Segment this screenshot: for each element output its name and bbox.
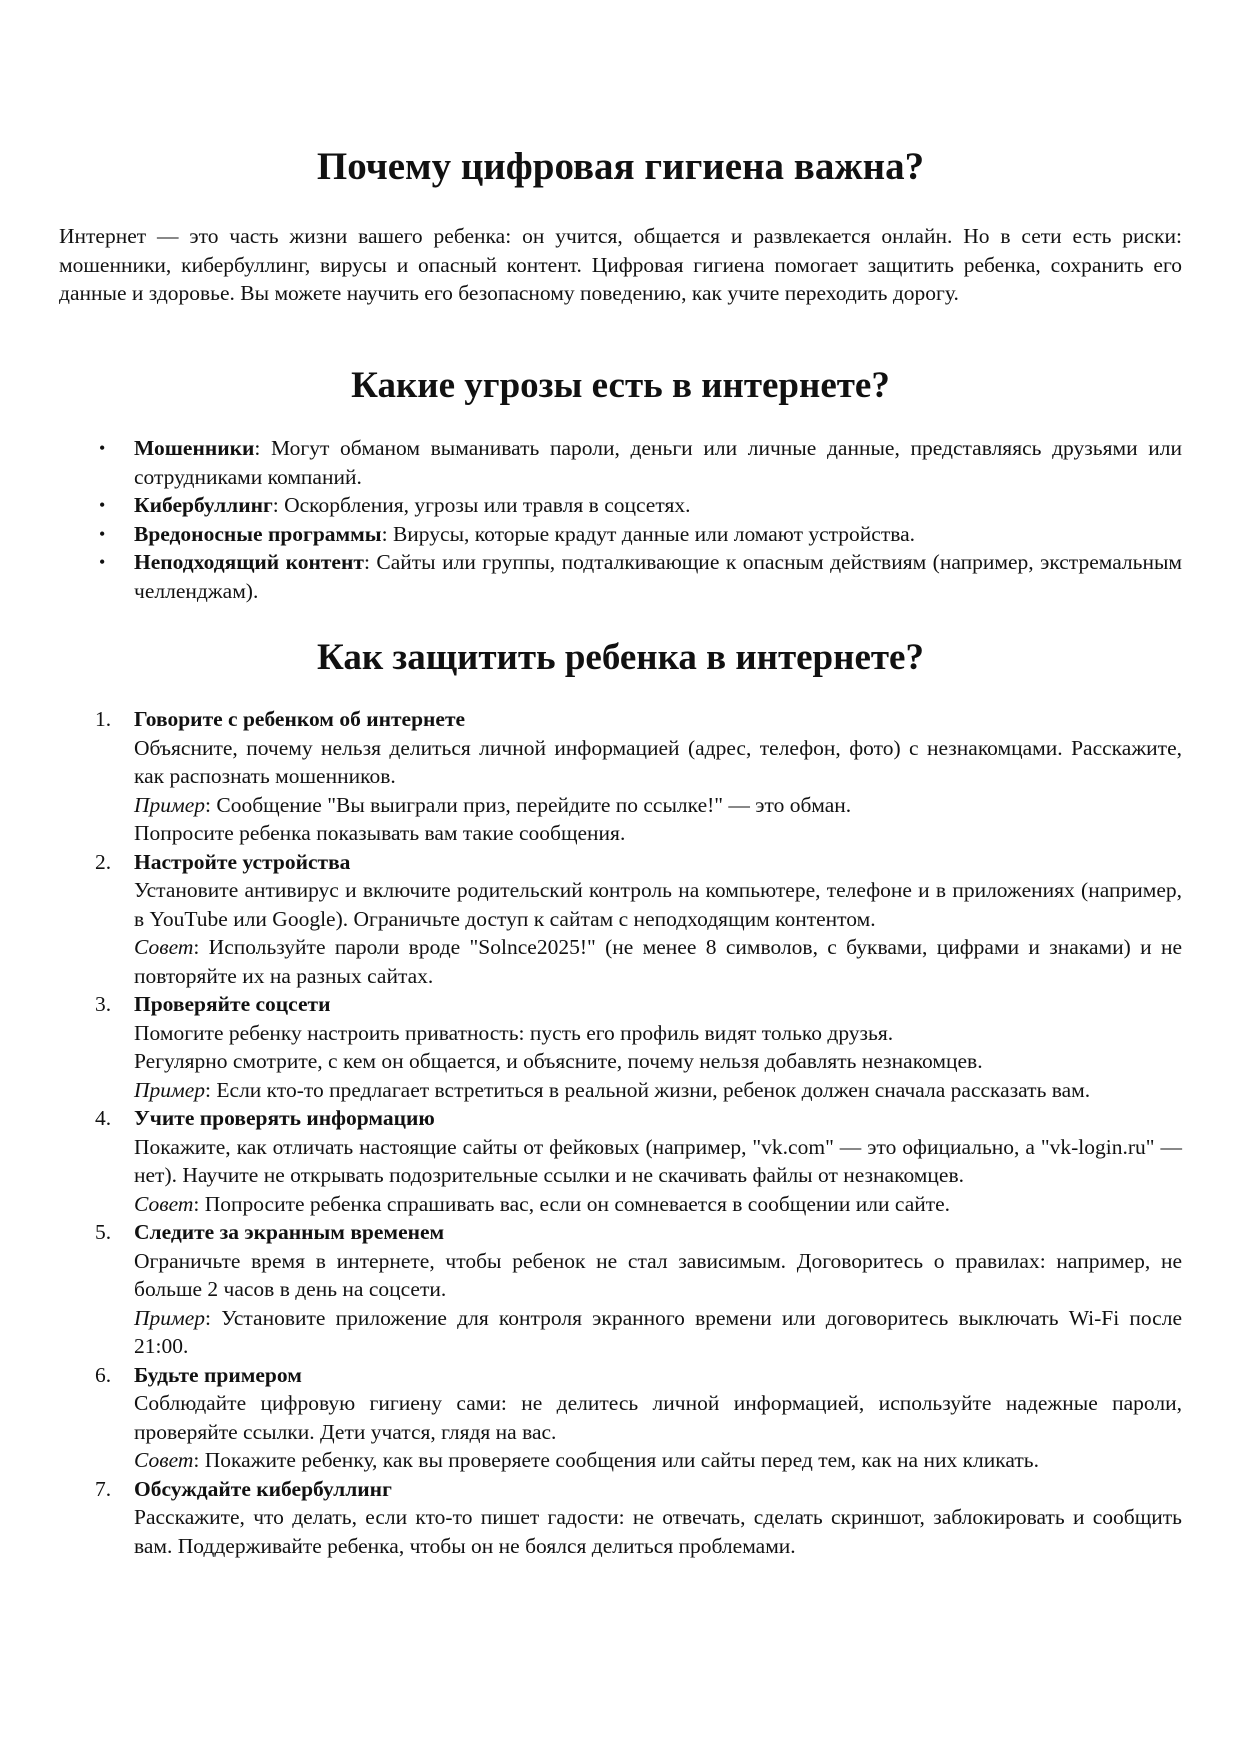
threats-list	[59, 434, 1182, 605]
threat-term: Кибербуллинг	[134, 493, 273, 517]
tip-text: : Покажите ребенку, как вы проверяете сообщения или сайты перед тем, как на них кликать.	[193, 1448, 1039, 1472]
tip-text: : Установите приложение для контроля экранного времени или договоритесь выключать Wi-Fi после 21:00.	[134, 1305, 1182, 1358]
step-number: 3.	[95, 992, 112, 1016]
step-text-extra: Попросите ребенка показывать вам такие сообщения.	[134, 821, 626, 845]
step-text: Помогите ребенку настроить приватность: пусть его профиль видят только друзья.	[134, 1020, 894, 1045]
threat-term: Вредоносные программы	[134, 521, 382, 546]
threat-term: Мошенники	[134, 436, 255, 460]
threat-item	[59, 491, 1182, 520]
step-text: Установите антивирус и включите родительский контроль на компьютере, телефоне и в приложениях (например, в YouTube или Google). Ограничьте доступ к сайтам с неподходящим контентом.	[134, 878, 1182, 931]
step-tip	[134, 1304, 1182, 1361]
threat-item	[59, 548, 1182, 605]
tip-label: Пример	[134, 1305, 206, 1330]
threat-item	[59, 434, 1182, 491]
tip-label: Совет	[134, 935, 194, 959]
tip-text: : Если кто-то предлагает встретиться в реальной жизни, ребенок должен сначала рассказать вам.	[205, 1077, 1091, 1102]
tip-text: : Попросите ребенка спрашивать вас, если он сомневается в сообщении или сайте.	[193, 1191, 951, 1216]
step-tip	[134, 1190, 1182, 1219]
step-number: 6.	[95, 1362, 112, 1387]
step-item	[59, 705, 1182, 848]
step-tip	[134, 1076, 1182, 1105]
step-item	[59, 1104, 1182, 1218]
threat-description: : Вирусы, которые крадут данные или ломают устройства.	[381, 521, 916, 546]
section-title-threats: Какие угрозы есть в интернете?	[351, 365, 890, 406]
threat-description: : Могут обманом выманивать пароли, деньги или личные данные, представляясь друзьями или сотрудниками компаний.	[134, 436, 1182, 489]
tip-label: Совет	[134, 1191, 194, 1216]
step-title: Будьте примером	[134, 1362, 302, 1387]
step-text-extra: Регулярно смотрите, с кем он общается, и объясните, почему нельзя добавлять незнакомцев.	[134, 1049, 983, 1073]
step-tip	[134, 1446, 1182, 1475]
step-item	[59, 1218, 1182, 1361]
threat-description: : Оскорбления, угрозы или травля в соцсетях.	[272, 493, 691, 517]
step-text: Расскажите, что делать, если кто-то пишет гадости: не отвечать, сделать скриншот, заблокировать и сообщить вам. Поддерживайте ребенка, чтобы он не боялся делиться проблемами.	[134, 1505, 1182, 1558]
intro-paragraph: Интернет — это часть жизни вашего ребенка: он учится, общается и развлекается онлайн. Но в сети есть риски: мошенники, кибербуллинг, вирусы и опасный контент. Цифровая гигиена помогает защитить ребенка, сохранить его данные и здоровье. Вы можете научить его безопасному поведению, как учите переходить дорогу.	[59, 224, 1182, 305]
step-item	[59, 1475, 1182, 1561]
tip-label: Пример	[134, 1077, 206, 1102]
bullet-icon: •	[99, 523, 106, 544]
step-number: 1.	[95, 707, 112, 731]
bullet-icon: •	[99, 552, 106, 572]
threat-term: Неподходящий контент	[134, 550, 364, 574]
tip-label: Пример	[134, 792, 206, 817]
step-number: 4.	[95, 1106, 112, 1130]
tip-label: Совет	[134, 1448, 194, 1472]
threat-item	[59, 520, 1182, 549]
step-text: Покажите, как отличать настоящие сайты от фейковых (например, "vk.com" — это официально, а "vk-login.ru" — нет). Научите не открывать подозрительные ссылки и не скачивать файлы от незнакомцев.	[134, 1134, 1182, 1187]
threat-description: : Сайты или группы, подталкивающие к опасным действиям (например, экстремальным челленджам).	[134, 550, 1183, 603]
step-item	[59, 848, 1182, 991]
bullet-icon: •	[99, 495, 106, 515]
step-title: Следите за экранным временем	[134, 1220, 445, 1244]
step-text: Объясните, почему нельзя делиться личной информацией (адрес, телефон, фото) с незнакомцами. Расскажите, как распознать мошенников.	[134, 735, 1182, 788]
step-number: 2.	[95, 849, 112, 874]
step-number: 7.	[95, 1476, 112, 1501]
tip-text: : Используйте пароли вроде "Solnce2025!" (не менее 8 символов, с буквами, цифрами и знаками) и не повторяйте их на разных сайтах.	[134, 935, 1182, 988]
bullet-icon: •	[99, 438, 106, 458]
step-title: Учите проверять информацию	[134, 1106, 435, 1130]
step-title: Говорите с ребенком об интернете	[134, 707, 466, 731]
step-title: Обсуждайте кибербуллинг	[134, 1476, 392, 1501]
step-tip	[134, 791, 1182, 820]
step-text: Соблюдайте цифровую гигиену сами: не делитесь личной информацией, используйте надежные пароли, проверяйте ссылки. Дети учатся, глядя на вас.	[134, 1391, 1182, 1444]
step-title: Настройте устройства	[134, 849, 351, 874]
step-title: Проверяйте соцсети	[134, 992, 331, 1016]
step-text: Ограничьте время в интернете, чтобы ребенок не стал зависимым. Договоритесь о правилах: например, не больше 2 часов в день на соцсети.	[134, 1248, 1182, 1301]
protection-steps-list	[59, 705, 1182, 1560]
section-title-protect: Как защитить ребенка в интернете?	[317, 637, 924, 678]
tip-text: : Сообщение "Вы выиграли приз, перейдите по ссылке!" — это обман.	[205, 792, 852, 817]
step-tip	[134, 933, 1182, 990]
step-number: 5.	[95, 1220, 112, 1244]
step-item	[59, 990, 1182, 1104]
step-item	[59, 1361, 1182, 1475]
section-title-why: Почему цифровая гигиена важна?	[316, 145, 925, 188]
